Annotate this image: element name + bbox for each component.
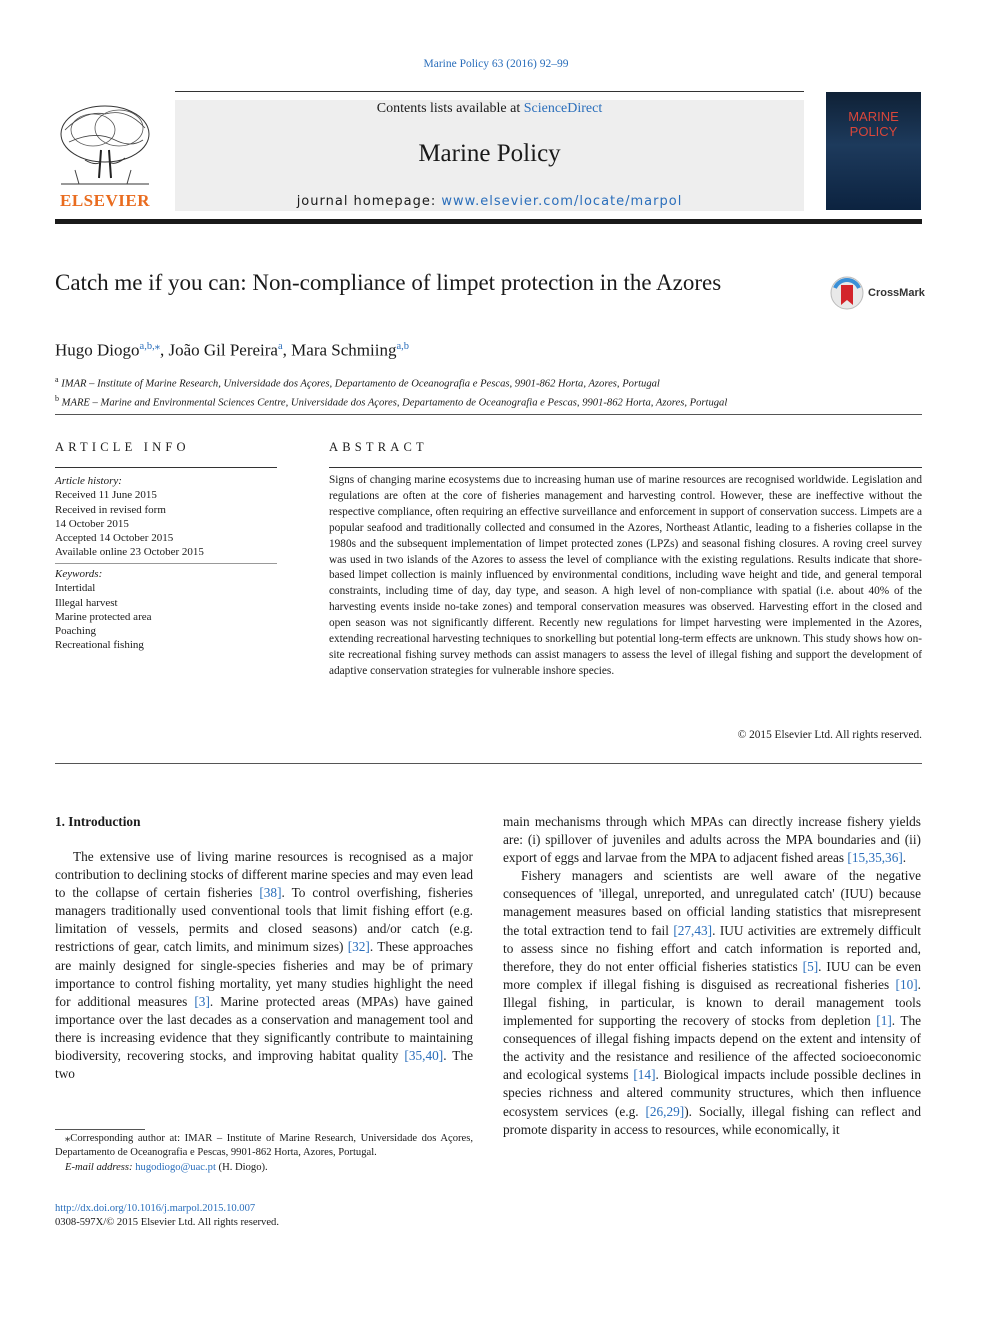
body-text: . The consequences of illegal fishing impacts depend on the extent and intensity of the activity and the resistance and resilience of the affected socioeconomic and ecological systems <box>503 1013 921 1083</box>
author-list: Hugo Diogo$^{a,b,⁎}$, João Gil Pereira$^a$, Mara Schmiing$^{a,b}$ <box>55 340 409 360</box>
history-item: Received in revised form <box>55 503 166 516</box>
homepage-prefix: journal homepage: <box>296 194 442 209</box>
author-affil-mark[interactable]: a,b,⁎ <box>139 341 160 352</box>
body-paragraph <box>55 848 473 1083</box>
history-item: 14 October 2015 <box>55 517 129 530</box>
journal-reference[interactable]: Marine Policy 63 (2016) 92–99 <box>423 58 569 70</box>
keywords-label: Keywords: <box>55 568 103 580</box>
affiliation <box>55 373 915 392</box>
body-text: . <box>902 850 907 866</box>
citation-link[interactable]: [3] <box>194 993 210 1009</box>
header-rule-top <box>175 91 804 92</box>
affiliation-mark: b <box>55 393 59 403</box>
citation-link[interactable]: [5] <box>802 958 819 974</box>
citation-link[interactable]: [1] <box>876 1013 892 1029</box>
history-item: Available online 23 October 2015 <box>55 546 204 559</box>
author-name[interactable]: João Gil Pereira <box>168 340 278 360</box>
body-paragraph <box>503 813 921 867</box>
body-text: . Marine protected areas (MPAs) have gained importance over the last decades as a conservation and management tool and there is increasing evidence that they significantly contribute to maintaining biodiversity, recovering stocks, and improving habitat quality <box>55 993 473 1064</box>
contents-line <box>175 101 804 117</box>
sciencedirect-link[interactable]: ScienceDirect <box>523 101 603 116</box>
body-text: main mechanisms through which MPAs can directly increase fishery yields are: (i) spillover of juveniles and adults across the MPA boundaries and (ii) export of eggs and larvae from the MPA to adjacent fished areas <box>503 814 921 866</box>
citation-link[interactable]: [15,35,36] <box>847 850 903 866</box>
affiliation-mark: a <box>55 375 59 384</box>
history-item: Accepted 14 October 2015 <box>55 532 174 545</box>
body-text: ). Socially, illegal fishing can reflect and promote disparity in access to resources, while economically, it <box>503 1103 921 1137</box>
footnote-rule <box>55 1129 145 1130</box>
keyword: Poaching <box>55 625 96 638</box>
elsevier-wordmark: ELSEVIER <box>60 191 150 210</box>
affiliation-text: IMAR – Institute of Marine Research, Universidade dos Açores, Departamento de Oceanografia e Pescas, 9901-862 Horta, Azores, Portugal <box>61 378 660 390</box>
citation-link[interactable]: [35,40] <box>404 1048 444 1064</box>
header-rule-bottom <box>55 219 922 224</box>
body-text: . Biological impacts include possible declines in species richness and altered community structures, which then influence ecosystem services (e.g. <box>503 1067 921 1119</box>
homepage-link[interactable]: www.elsevier.com/locate/marpol <box>441 194 683 209</box>
body-text: Fishery managers and scientists are well aware of the negative consequences of 'illegal, unreported, and unregulated catch' (IUU) because management measures based on official landing statistics that misrepresent the total extraction tend to fail <box>503 868 921 938</box>
body-column-right <box>503 813 921 1139</box>
section-heading-introduction: 1. Introduction <box>55 814 141 829</box>
citation-link[interactable]: [38] <box>259 885 282 901</box>
body-paragraph <box>503 867 921 1138</box>
divider <box>55 563 277 564</box>
journal-title: Marine Policy <box>418 140 561 167</box>
crossmark-icon <box>830 276 864 310</box>
body-text: . IUU activities are extremely difficult to assess since no fishing effort and catch information is reported and, therefore, they do not enter official fisheries statistics <box>503 922 921 974</box>
body-text: . These approaches are mainly designed for single-species fisheries and may be of primary importance to control fishing mortality, yet many studies highlight the need for additional measures <box>55 939 473 1009</box>
keyword: Intertidal <box>55 582 96 595</box>
affiliation-text: MARE – Marine and Environmental Sciences Centre, Universidade dos Açores, Departamento de Oceanografia e Pescas, 9901-862 Horta, Azores, Portugal <box>61 397 728 409</box>
cover-title-line-1: MARINE <box>848 109 899 124</box>
cover-title <box>826 109 921 139</box>
corresponding-author-text: Corresponding author at: IMAR – Institute of Marine Research, Universidade dos Açores, Departamento de Oceanografia e Pescas, 9901-862 Horta, Azores, Portugal. <box>55 1133 473 1159</box>
abstract-copyright: © 2015 Elsevier Ltd. All rights reserved. <box>737 729 922 741</box>
issn-line: 0308-597X/© 2015 Elsevier Ltd. All rights reserved. <box>55 1217 280 1229</box>
email-link[interactable]: hugodiogo@uac.pt <box>135 1161 216 1173</box>
history-label: Article history: <box>55 475 122 487</box>
citation-link[interactable]: [10] <box>895 976 918 992</box>
body-text: . Illegal fishing, in particular, is known to derail management tools implemented for supporting the recovery of stocks from depletion <box>503 976 921 1029</box>
body-text: . To control overfishing, fisheries managers traditionally used conventional tools that limit fishing effort (e.g. limitation of vessels, permits and closed seasons) and/or catch (e.g. restrictions of gear, catch limits, and minimum sizes) <box>55 885 473 955</box>
body-text: The extensive use of living marine resources is recognised as a major contribution to declining stocks of different marine species and may even lead to the collapse of certain fisheries <box>55 849 473 901</box>
crossmark-label: CrossMark <box>868 287 925 299</box>
divider <box>55 763 922 764</box>
keywords <box>55 567 295 653</box>
doi-block <box>55 1202 473 1231</box>
body-text: . The two <box>55 1048 473 1082</box>
author-name[interactable]: Mara Schmiing <box>291 340 397 360</box>
body-column-left <box>55 848 473 1083</box>
footnote-mark: ⁎ <box>65 1133 71 1144</box>
history-item: Received 11 June 2015 <box>55 489 157 502</box>
article-history <box>55 474 295 560</box>
cover-title-line-2: POLICY <box>849 124 898 139</box>
divider <box>55 467 277 468</box>
citation-link[interactable]: [27,43] <box>673 922 713 938</box>
contents-prefix: Contents lists available at <box>376 101 524 116</box>
author-name[interactable]: Hugo Diogo <box>55 340 140 360</box>
author-affil-mark[interactable]: a,b <box>396 341 409 352</box>
affiliations <box>55 373 915 410</box>
email-label: E-mail address: <box>65 1161 136 1173</box>
abstract-heading: ABSTRACT <box>329 440 428 454</box>
divider <box>55 414 922 415</box>
crossmark-button[interactable] <box>830 276 925 310</box>
divider <box>329 467 922 468</box>
corresponding-author-footnote <box>55 1132 473 1175</box>
doi-link[interactable]: http://dx.doi.org/10.1016/j.marpol.2015.10.007 <box>55 1203 256 1214</box>
body-text: . IUU can be even more complex if illegal fishing is disguised as recreational fisheries <box>503 958 922 992</box>
keyword: Marine protected area <box>55 610 152 623</box>
citation-link[interactable]: [14] <box>633 1067 656 1083</box>
citation-link[interactable]: [32] <box>347 939 370 955</box>
citation-link[interactable]: [26,29] <box>645 1103 685 1119</box>
author-affil-mark[interactable]: a <box>277 341 283 352</box>
article-title: Catch me if you can: Non-compliance of limpet protection in the Azores <box>55 270 722 295</box>
keyword: Illegal harvest <box>55 596 118 609</box>
email-suffix: (H. Diogo). <box>215 1161 268 1173</box>
keyword: Recreational fishing <box>55 639 144 652</box>
abstract-text: Signs of changing marine ecosystems due to increasing human use of marine resources are recognised worldwide. Legislation and regulations are often at the core of fisheries management and harvesting control. However, these are ineffective without the respective compliance, often requiring an effective surveillance and enforcement in support of conservation success. Limpets are a popular seafood and traditionally collected and consumed in the Azores, Northeast Atlantic, leading to a fisheries collapse in the 1980s and the subsequent implementation of limpet protected zones (LPZs) and seasonal fishing closures. A roving creel survey was used in two islands of the Azores to assess the level of compliance with the existing regulations. Results indicate that shore-based limpet collection is mainly influenced by environmental conditions, including wave height and tide, and general temporal constraints, including time of day, day type, and season. A high level of non-compliance with spatial (i.e. about 40% of the harvesting events inside no-take zones) and temporal conservation measures was observed. Harvesting effort in the closed and open season was not significantly different. Recently new regulations for limpet harvesting were implemented in the Azores, extending recreational harvesting techniques to snorkelling but potential long-term effects are unknown. This study shows how on-site recreational fishing survey methods can assist managers to assess the level of illegal fishing and support the development of adaptive conservation strategies for vulnerable inshore species. <box>329 474 922 677</box>
article-info-heading: ARTICLE INFO <box>55 440 190 454</box>
homepage-line <box>175 194 804 209</box>
affiliation <box>55 392 915 411</box>
